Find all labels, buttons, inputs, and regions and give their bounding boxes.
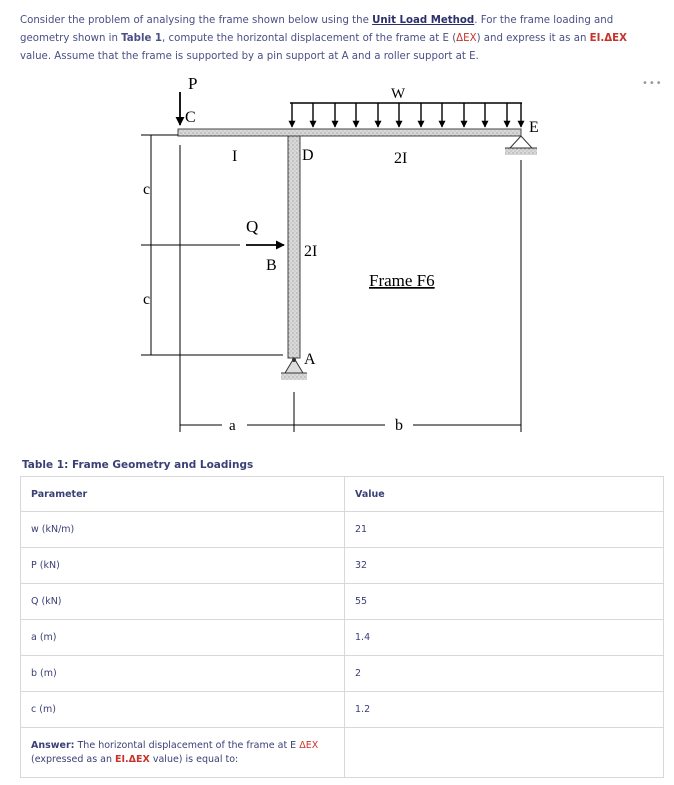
table-row	[21, 692, 664, 728]
dimension-ab	[180, 145, 521, 432]
label-b-joint: B	[266, 257, 277, 274]
label-e: E	[529, 119, 539, 136]
param-cell: Q (kN)	[21, 584, 345, 620]
answer-row	[21, 728, 664, 778]
label-c: C	[185, 109, 196, 126]
table-header-row	[21, 477, 664, 512]
value-cell: 1.4	[345, 620, 664, 656]
label-c-upper: c	[143, 181, 151, 198]
distributed-load	[290, 103, 522, 127]
table-title: Table 1: Frame Geometry and Loadings	[22, 459, 254, 471]
label-q: Q	[246, 217, 259, 236]
label-p: P	[188, 74, 198, 93]
parameters-table	[20, 476, 664, 778]
param-cell: w (kN/m)	[21, 512, 345, 548]
param-cell: b (m)	[21, 656, 345, 692]
label-i: I	[232, 148, 238, 165]
label-b-dim: b	[395, 417, 403, 434]
table-row	[21, 656, 664, 692]
header-value: Value	[345, 477, 664, 512]
value-cell: 2	[345, 656, 664, 692]
more-options-icon[interactable]: •••	[642, 78, 663, 89]
roller-support-e	[505, 136, 537, 155]
column-da	[288, 136, 300, 358]
problem-statement: Consider the problem of analysing the frame shown below using the Unit Load Method. For the frame loading and geometry shown in Table 1, compute the horizontal displacement of the frame at E (ΔEX) and express it as an EI.ΔEX value. Assume that the frame is supported by a pin support at A and a roller support at E.	[20, 15, 627, 62]
label-c-lower: c	[143, 291, 151, 308]
table-row	[21, 620, 664, 656]
label-2i-column: 2I	[304, 243, 318, 260]
beam-ce	[178, 129, 521, 136]
table-row	[21, 512, 664, 548]
answer-prompt: Answer: The horizontal displacement of the frame at E ΔEX (expressed as an EI.ΔEX value) is equal to:	[21, 728, 345, 778]
value-cell: 32	[345, 548, 664, 584]
label-a-support: A	[304, 351, 316, 368]
header-parameter: Parameter	[21, 477, 345, 512]
label-w: W	[391, 86, 406, 102]
table-row	[21, 548, 664, 584]
param-cell: c (m)	[21, 692, 345, 728]
label-d: D	[302, 147, 314, 164]
unit-load-method-link[interactable]: Unit Load Method	[372, 15, 475, 26]
table-row	[21, 584, 664, 620]
value-cell: 1.2	[345, 692, 664, 728]
value-cell: 55	[345, 584, 664, 620]
param-cell: P (kN)	[21, 548, 345, 584]
answer-input-cell[interactable]	[345, 728, 664, 778]
label-2i-beam: 2I	[394, 150, 408, 167]
param-cell: a (m)	[21, 620, 345, 656]
label-frame-name: Frame F6	[369, 271, 435, 290]
value-cell: 21	[345, 512, 664, 548]
label-a-dim: a	[229, 418, 236, 434]
